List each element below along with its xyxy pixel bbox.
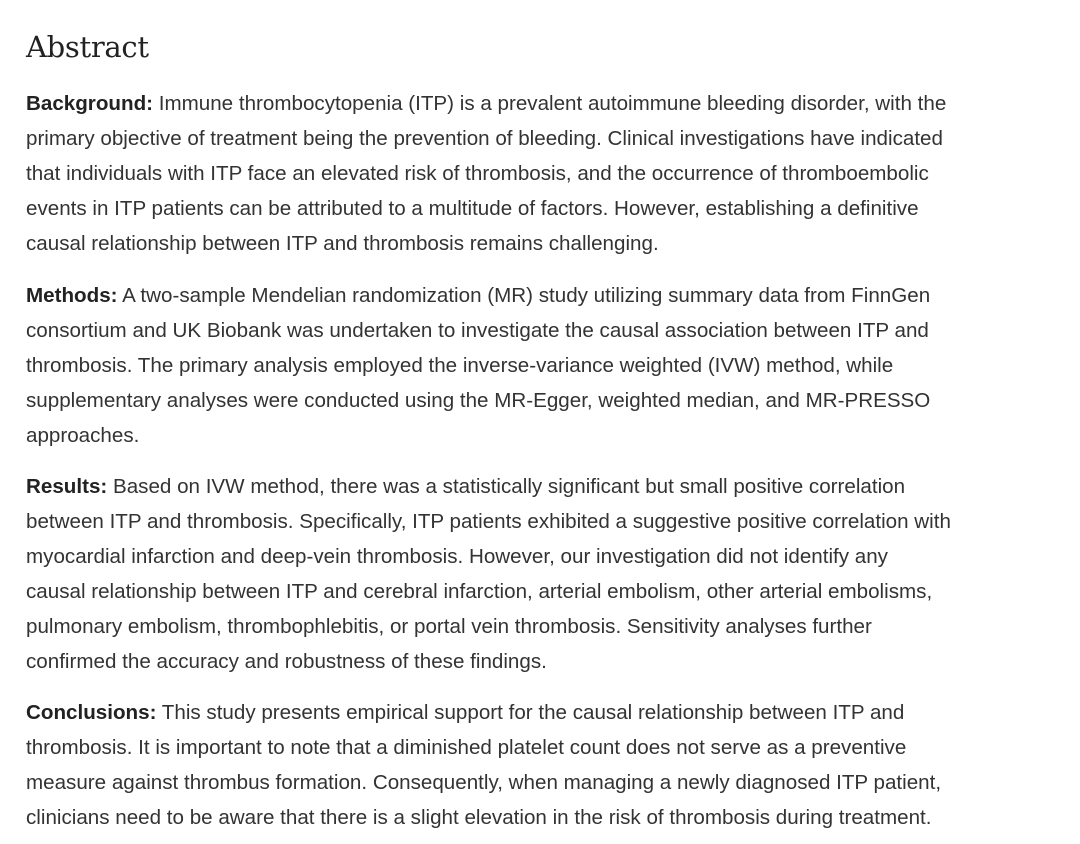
- paragraph-line: [26, 278, 930, 313]
- line-text: Based on IVW method, there was a statistically significant but small positive correlation: [107, 475, 906, 498]
- paragraph-line: events in ITP patients can be attributed to a multitude of factors. However, establishing a definitive: [26, 197, 919, 220]
- paragraph-line: thrombosis. The primary analysis employed the inverse-variance weighted (IVW) method, while: [26, 354, 894, 377]
- line-text: A two-sample Mendelian randomization (MR) study utilizing summary data from FinnGen: [117, 284, 931, 307]
- abstract-heading: Abstract: [26, 30, 149, 64]
- paragraph-line: myocardial infarction and deep-vein thrombosis. However, our investigation did not identify any: [26, 545, 888, 568]
- paragraph-line: measure against thrombus formation. Consequently, when managing a newly diagnosed ITP patient,: [26, 771, 942, 794]
- paragraph-line: approaches.: [26, 424, 140, 447]
- conclusions-paragraph: [26, 695, 941, 835]
- paragraph-line: pulmonary embolism, thrombophlebitis, or portal vein thrombosis. Sensitivity analyses further: [26, 615, 872, 638]
- paragraph-line: causal relationship between ITP and thrombosis remains challenging.: [26, 232, 659, 255]
- line-text: Immune thrombocytopenia (ITP) is a prevalent autoimmune bleeding disorder, with the: [153, 92, 947, 115]
- results-label: Results:: [26, 475, 108, 498]
- paragraph-line: that individuals with ITP face an elevated risk of thrombosis, and the occurrence of thromboembolic: [26, 162, 929, 185]
- conclusions-label: Conclusions:: [26, 701, 157, 724]
- line-text: This study presents empirical support for the causal relationship between ITP and: [156, 701, 905, 724]
- paragraph-line: consortium and UK Biobank was undertaken to investigate the causal association between ITP and: [26, 319, 929, 342]
- paragraph-line: supplementary analyses were conducted using the MR-Egger, weighted median, and MR-PRESSO: [26, 389, 931, 412]
- background-label: Background:: [26, 92, 154, 115]
- paragraph-line: confirmed the accuracy and robustness of these findings.: [26, 650, 547, 673]
- paragraph-line: [26, 695, 941, 730]
- paragraph-line: causal relationship between ITP and cerebral infarction, arterial embolism, other arterial embolisms,: [26, 580, 933, 603]
- paragraph-line: clinicians need to be aware that there is a slight elevation in the risk of thrombosis during treatment.: [26, 806, 932, 829]
- background-paragraph: [26, 86, 946, 261]
- paragraph-line: thrombosis. It is important to note that a diminished platelet count does not serve as a preventive: [26, 736, 907, 759]
- paragraph-line: between ITP and thrombosis. Specifically, ITP patients exhibited a suggestive positive correlation with: [26, 510, 951, 533]
- methods-label: Methods:: [26, 284, 118, 307]
- paragraph-line: [26, 469, 951, 504]
- results-paragraph: [26, 469, 951, 679]
- methods-paragraph: [26, 278, 930, 453]
- paragraph-line: primary objective of treatment being the prevention of bleeding. Clinical investigations have indicated: [26, 127, 943, 150]
- paragraph-line: [26, 86, 946, 121]
